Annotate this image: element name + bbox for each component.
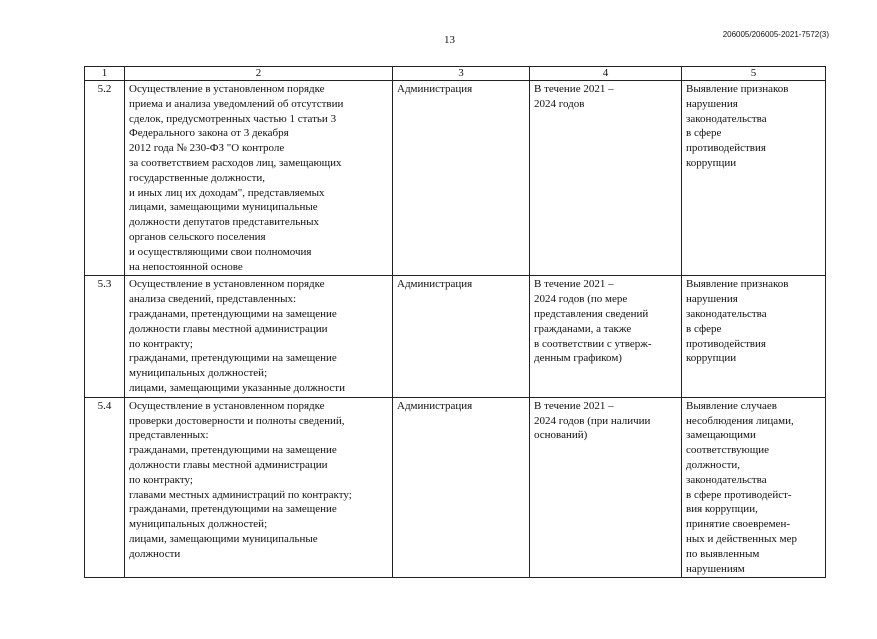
term: В течение 2021 – 2024 годов (по мере представления сведений гражданами, а также в соответствии с утверж- денным графиком): [530, 276, 682, 397]
measure-description: Осуществление в установленном порядке приема и анализа уведомлений об отсутствии сделок, предусмотренных частью 1 статьи 3 Федерального закона от 3 декабря 2012 года № 230-ФЗ "О контроле за соответствием расходов лиц, замещающих государственные должности, и иных лиц их доходам", представляемых лицами, замещающими муниципальные должности депутатов представительных органов сельского поселения и осуществляющими свои полномочия на непостоянной основе: [125, 81, 393, 276]
row-number: 5.4: [85, 397, 125, 578]
row-number: 5.3: [85, 276, 125, 397]
document-code: 206005/206005-2021-7572(3): [722, 30, 829, 39]
column-header: 2: [125, 67, 393, 81]
column-header: 3: [393, 67, 530, 81]
expected-result: Выявление признаков нарушения законодательства в сфере противодействия коррупции: [682, 81, 826, 276]
measure-description: Осуществление в установленном порядке анализа сведений, представленных: гражданами, претендующими на замещение должности главы местной администрации по контракту; гражданами, претендующими на замещение муниципальных должностей; лицами, замещающими указанные должности: [125, 276, 393, 397]
table-header-row: [85, 67, 826, 81]
table-row: [85, 276, 826, 397]
expected-result: Выявление признаков нарушения законодательства в сфере противодействия коррупции: [682, 276, 826, 397]
column-header: 1: [85, 67, 125, 81]
expected-result: Выявление случаев несоблюдения лицами, замещающими соответствующие должности, законодательства в сфере противодейст- вия коррупции, принятие своевремен- ных и действенных мер по выявленным нарушениям: [682, 397, 826, 578]
column-header: 4: [530, 67, 682, 81]
measure-description: Осуществление в установленном порядке проверки достоверности и полноты сведений, представленных: гражданами, претендующими на замещение должности главы местной администрации по контракту; главами местных администраций по контракту; гражданами, претендующими на замещение муниципальных должностей; лицами, замещающими муниципальные должности: [125, 397, 393, 578]
table-row: [85, 81, 826, 276]
term: В течение 2021 – 2024 годов (при наличии оснований): [530, 397, 682, 578]
row-number: 5.2: [85, 81, 125, 276]
term: В течение 2021 – 2024 годов: [530, 81, 682, 276]
executor: Администрация: [393, 81, 530, 276]
measures-table: [84, 66, 826, 578]
table-row: [85, 397, 826, 578]
executor: Администрация: [393, 276, 530, 397]
column-header: 5: [682, 67, 826, 81]
page-number: 13: [444, 34, 455, 46]
executor: Администрация: [393, 397, 530, 578]
